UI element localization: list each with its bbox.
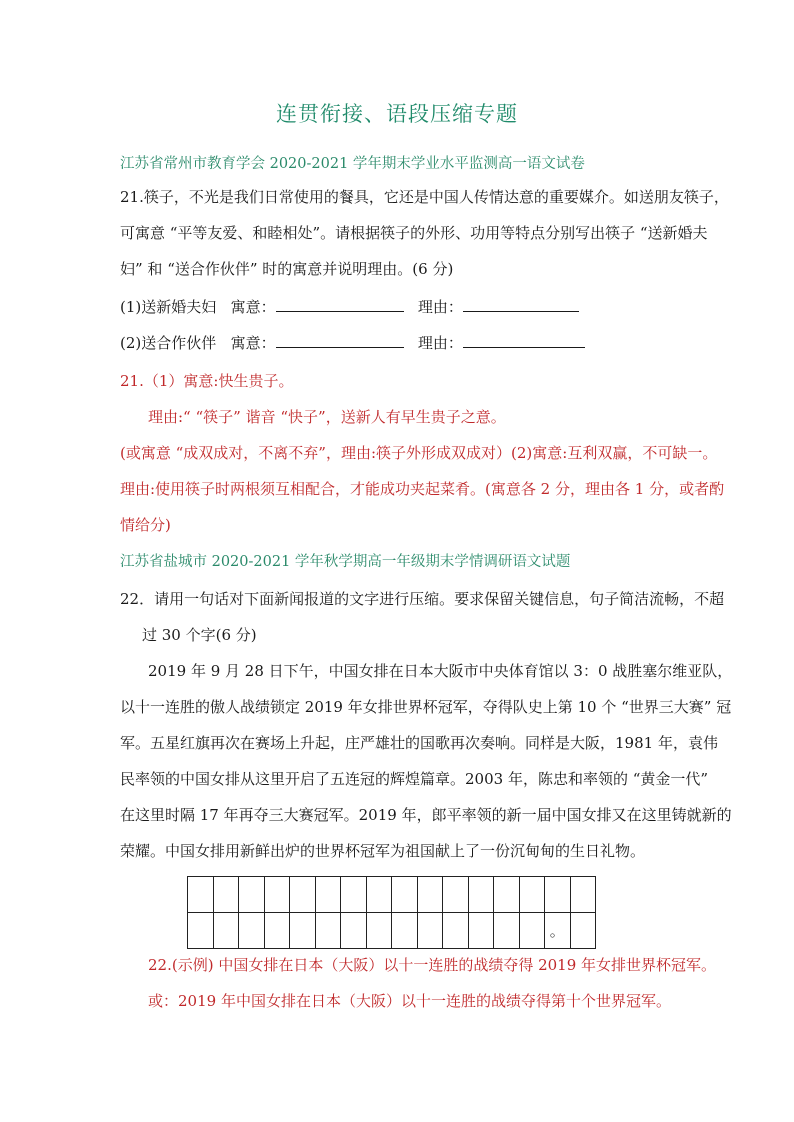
q21-text-line2: 可寓意 “平等友爱、和睦相处”。请根据筷子的外形、功用等特点分别写出筷子 “送新婚夫 (120, 224, 708, 242)
grid-cell[interactable] (417, 913, 443, 949)
grid-cell[interactable] (494, 877, 520, 913)
grid-cell[interactable] (392, 877, 418, 913)
grid-cell[interactable] (315, 877, 341, 913)
grid-row-2 (188, 913, 596, 949)
q21-answer-row-2 (120, 332, 585, 353)
q21-item2-label: (2)送合作伙伴 (120, 334, 217, 352)
passage-line6: 荣耀。中国女排用新鲜出炉的世界杯冠军为祖国献上了一份沉甸甸的生日礼物。 (120, 842, 646, 860)
meaning-blank-1[interactable] (276, 297, 404, 312)
grid-cell[interactable] (341, 913, 367, 949)
source-heading-yancheng: 江苏省盐城市 2020-2021 学年秋学期高一年级期末学情调研语文试题 (120, 554, 571, 570)
grid-row-1 (188, 877, 596, 913)
a21-line3: (或寓意 “成双成对，不离不弃”，理由:筷子外形成双成对）(2)寓意:互利双赢，不可缺一。 (120, 444, 718, 462)
grid-cell[interactable] (417, 877, 443, 913)
grid-cell[interactable] (366, 913, 392, 949)
passage-line2: 以十一连胜的傲人战绩锁定 2019 年女排世界杯冠军，夺得队史上第 10 个 “世界三大赛” 冠 (120, 698, 732, 716)
grid-cell[interactable] (443, 877, 469, 913)
q22-text-line1: 22．请用一句话对下面新闻报道的文字进行压缩。要求保留关键信息，句子简洁流畅，不超 (120, 590, 725, 608)
grid-cell[interactable] (570, 913, 596, 949)
grid-cell[interactable] (290, 913, 316, 949)
grid-cell[interactable] (239, 913, 265, 949)
grid-cell[interactable] (494, 913, 520, 949)
passage-line3: 军。五星红旗再次在赛场上升起，庄严雄壮的国歌再次奏响。同样是大阪，1981 年，袁伟 (120, 734, 718, 752)
grid-cell[interactable] (315, 913, 341, 949)
grid-cell[interactable] (570, 877, 596, 913)
passage-line1: 2019 年 9 月 28 日下午，中国女排在日本大阪市中央体育馆以 3：0 战胜塞尔维亚队， (148, 662, 733, 680)
grid-cell[interactable] (392, 913, 418, 949)
passage-line4: 民率领的中国女排从这里开启了五连冠的辉煌篇章。2003 年，陈忠和率领的 “黄金一代” (120, 770, 709, 788)
a21-line4: 理由:使用筷子时两根须互相配合，才能成功夹起菜肴。(寓意各 2 分，理由各 1 分，或者酌 (120, 480, 725, 498)
grid-cell[interactable] (290, 877, 316, 913)
source-heading-changzhou: 江苏省常州市教育学会 2020-2021 学年期末学业水平监测高一语文试卷 (120, 156, 585, 172)
grid-cell[interactable] (264, 913, 290, 949)
meaning-blank-2[interactable] (276, 333, 404, 348)
grid-cell-period[interactable]: 。 (545, 913, 571, 949)
a22-line2: 或：2019 年中国女排在日本（大阪）以十一连胜的战绩夺得第十个世界冠军。 (148, 992, 671, 1010)
grid-cell[interactable] (519, 913, 545, 949)
a22-line1: 22.(示例) 中国女排在日本（大阪）以十一连胜的战绩夺得 2019 年女排世界杯冠军。 (148, 956, 717, 974)
grid-cell[interactable] (188, 877, 214, 913)
grid-cell[interactable] (341, 877, 367, 913)
q21-item1-label: (1)送新婚夫妇 (120, 298, 217, 316)
grid-cell[interactable] (264, 877, 290, 913)
q21-answer-row-1 (120, 296, 579, 317)
grid-cell[interactable] (545, 877, 571, 913)
meaning-label: 寓意： (230, 334, 276, 352)
reason-blank-2[interactable] (463, 333, 585, 348)
meaning-label: 寓意： (230, 298, 276, 316)
a21-line1: 21.（1）寓意:快生贵子。 (120, 372, 294, 390)
grid-cell[interactable] (188, 913, 214, 949)
grid-cell[interactable] (468, 877, 494, 913)
grid-cell[interactable] (366, 877, 392, 913)
answer-writing-grid (187, 876, 596, 949)
q22-text-line2: 过 30 个字(6 分) (142, 626, 257, 644)
grid-cell[interactable] (213, 877, 239, 913)
grid-cell[interactable] (443, 913, 469, 949)
a21-line5: 情给分) (120, 516, 171, 534)
grid-cell[interactable] (468, 913, 494, 949)
reason-blank-1[interactable] (463, 297, 579, 312)
q21-text-line1: 21.筷子，不光是我们日常使用的餐具，它还是中国人传情达意的重要媒介。如送朋友筷子， (120, 188, 729, 206)
page-title: 连贯衔接、语段压缩专题 (276, 102, 518, 126)
passage-line5: 在这里时隔 17 年再夺三大赛冠军。2019 年，郎平率领的新一届中国女排又在这里铸就新的 (120, 806, 732, 824)
q21-text-line3: 妇” 和 “送合作伙伴” 时的寓意并说明理由。(6 分) (120, 260, 454, 278)
grid-cell[interactable] (519, 877, 545, 913)
a21-line2: 理由:“ “筷子” 谐音 “快子”，送新人有早生贵子之意。 (148, 408, 506, 426)
grid-cell[interactable] (213, 913, 239, 949)
grid-cell[interactable] (239, 877, 265, 913)
reason-label: 理由： (417, 334, 463, 352)
reason-label: 理由： (417, 298, 463, 316)
